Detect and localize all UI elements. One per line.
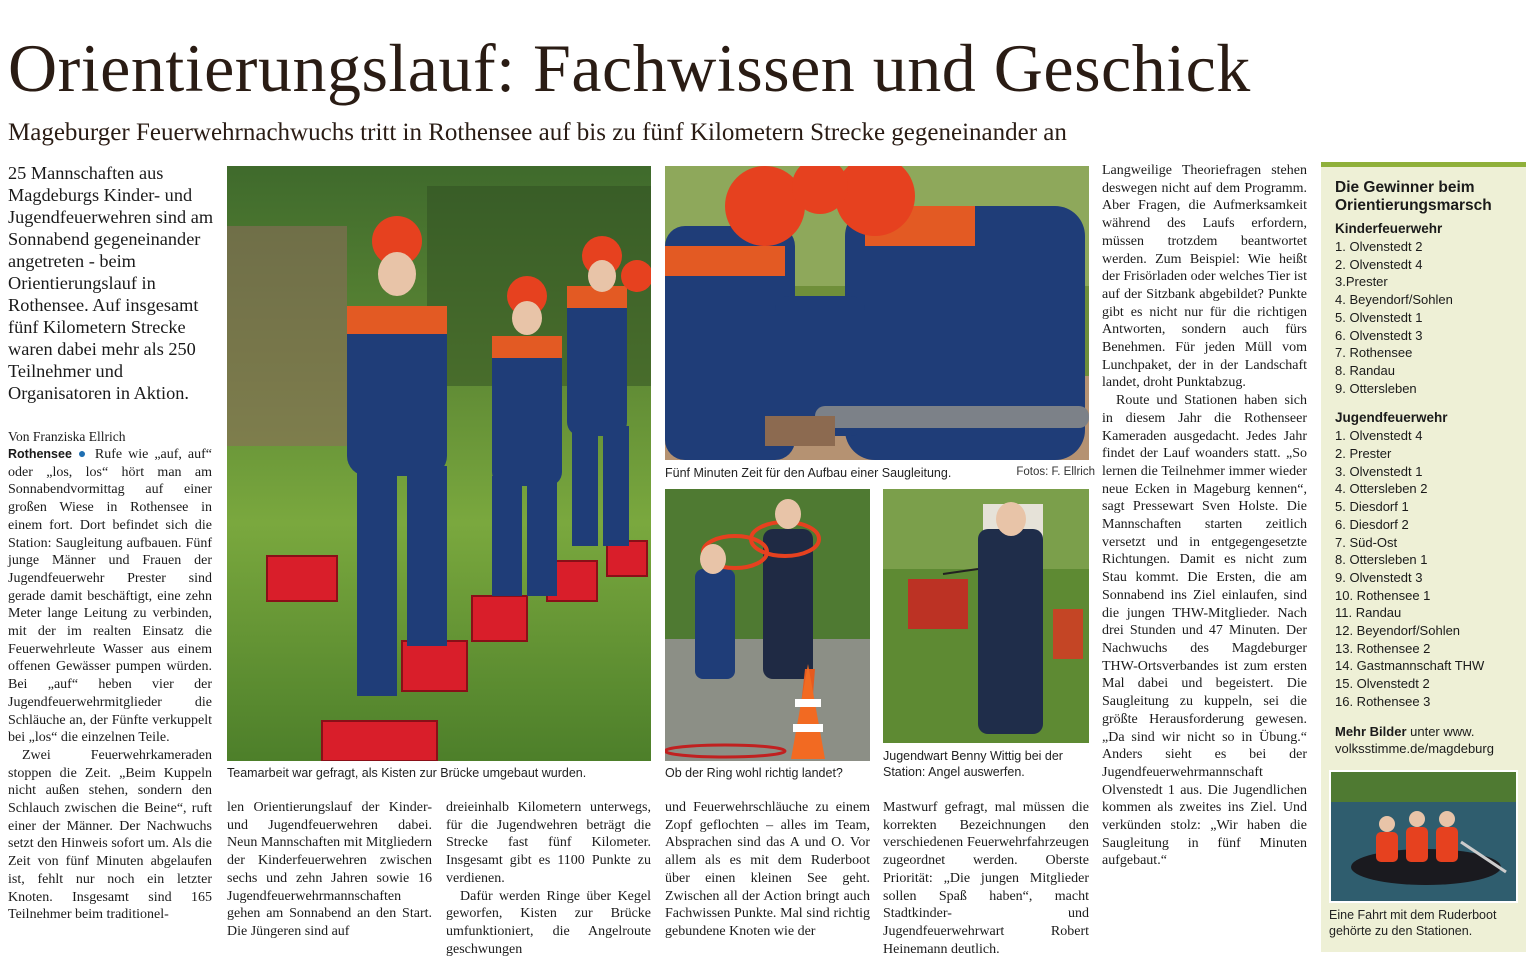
winner-list-item: 15. Olvenstedt 2 — [1335, 676, 1430, 692]
dateline-dot-icon: ● — [77, 447, 89, 462]
winner-list-item: 6. Olvenstedt 3 — [1335, 327, 1423, 343]
winner-list-item: 3. Olvenstedt 1 — [1335, 463, 1423, 479]
caption-main-photo: Teamarbeit war gefragt, als Kisten zur Brücke umgebaut wurden. — [227, 766, 587, 780]
photo-saugleitung — [665, 166, 1089, 460]
winner-list-item: 9. Olvenstedt 3 — [1335, 569, 1423, 585]
more-photos-note: Mehr Bilder unter www. volksstimme.de/magdeburg — [1335, 723, 1494, 756]
column-6 — [1102, 162, 1307, 870]
winner-list-item: 3.Prester — [1335, 274, 1388, 290]
jugend-heading: Jugendfeuerwehr — [1335, 410, 1448, 426]
body-paragraph: Zwei Feuerwehrkameraden stoppen die Zeit. „Beim Kuppeln nicht außen stehen, sondern den Schlauch zwischen die Beine“, ruft einer der Männer. Der Nachwuchs setzt den Hinweis sofort um. Als die Zeit von fünf Minuten abgelaufen ist, fehlt nur noch ein letzter Knoten. Insgesamt sind 165 Teilnehmer beim traditionel- — [8, 747, 212, 923]
headline: Orientierungslauf: Fachwissen und Geschick — [8, 30, 1251, 106]
winners-lists — [1335, 220, 1520, 757]
caption-ring: Ob der Ring wohl richtig landet? — [665, 766, 843, 780]
kinder-list — [1335, 238, 1520, 397]
winner-list-item: 12. Beyendorf/Sohlen — [1335, 623, 1461, 639]
winner-list-item: 14. Gastmannschaft THW — [1335, 658, 1485, 674]
column-3 — [446, 799, 651, 958]
dateline: Rothensee — [8, 447, 72, 461]
winner-list-item: 5. Olvenstedt 1 — [1335, 309, 1423, 325]
photo-ruderboot — [1329, 770, 1518, 903]
photo-ring — [665, 489, 870, 761]
winner-list-item: 9. Ottersleben — [1335, 380, 1417, 396]
more-photos-label: Mehr Bilder — [1335, 723, 1407, 739]
body-paragraph: Dafür werden Ringe über Kegel geworfen, Kisten zur Brücke umfunktioniert, die Angelroute geschwungen — [446, 888, 651, 957]
byline: Von Franziska Ellrich — [8, 429, 126, 444]
winner-list-item: 11. Randau — [1335, 605, 1402, 621]
column-4 — [665, 799, 870, 941]
winner-list-item: 16. Rothensee 3 — [1335, 693, 1431, 709]
winner-list-item: 4. Beyendorf/Sohlen — [1335, 292, 1453, 308]
column-1 — [8, 428, 212, 924]
winner-list-item: 4. Ottersleben 2 — [1335, 481, 1428, 497]
winner-list-item: 5. Diesdorf 1 — [1335, 499, 1409, 515]
body-paragraph: und Feuerwehrschläuche zu einem Zopf geflochten – alles im Team, Absprachen sind das A und O. Vor allem als es mit dem Ruderboot über einen kleinen See geht. Zwischen all der Action bringt auch Fachwissen Punkte. Mal sind richtig gebundene Knoten wie der — [665, 800, 870, 939]
winner-list-item: 10. Rothensee 1 — [1335, 587, 1431, 603]
body-paragraph: Rothensee ● Rufe wie „auf, auf“ oder „los, los“ hört man am Sonnabendvormittag auf einer großen Wiese in Rothensee in einem fort. Dort befindet sich die Station: Saugleitung aufbauen. Fünf junge Männer und Frauen der Jugendfeuerwehr Prester sind gerade damit beschäftigt, eine zehn Meter lange Leitung zu verbinden, mit der im realten Einsatz die Feuerwehrleute Wasser aus einem offenen Gewässer pumpen würden. Bei „auf“ heben vier der Jugendfeuerwehrmitglieder die Schläuche an, der Fünfte verkuppelt bei „los“ die einzelnen Teile. — [8, 447, 213, 746]
more-photos-link[interactable]: volksstimme.de/magdeburg — [1335, 740, 1494, 756]
caption-ruderboot: Eine Fahrt mit dem Ruderboot gehörte zu den Stationen. — [1329, 908, 1497, 938]
winners-box — [1321, 162, 1526, 952]
winner-list-item: 13. Rothensee 2 — [1335, 640, 1431, 656]
column-2 — [227, 799, 432, 941]
caption-saugleitung: Fünf Minuten Zeit für den Aufbau einer Saugleitung. — [665, 466, 952, 480]
body-paragraph: Mastwurf gefragt, mal müssen die korrekten Bezeichnungen den verschiedenen Feuerwehrfahrzeugen zugeordnet werden. Oberste Priorität: „Die jungen Mitglieder sollen Spaß haben“, macht Stadtkinder- und Jugendfeuerwehrwart Robert Heinemann deutlich. — [883, 800, 1089, 957]
winner-list-item: 7. Süd-Ost — [1335, 534, 1398, 550]
caption-angel: Jugendwart Benny Wittig bei der Station: Angel auswerfen. — [883, 749, 1063, 779]
photo-team-crates — [227, 166, 651, 761]
winner-list-item: 8. Ottersleben 1 — [1335, 552, 1428, 568]
body-paragraph: Route und Stationen haben sich in diesem Jahr die Rothenseer Kameraden ausgedacht. Jedes Jahr findet der Lauf woanders statt. „So lernen die Teilnehmer immer wieder neue Ecken in Mageburg kennen“, sagt Pressewart Sven Holste. Die Mannschaften starten zeitlich versetzt und in entgegengesetzte Richtungen. Damit es nicht zum Stau kommt. Die Ersten, die am Sonnabend ins Ziel einlaufen, sind die jungen THW-Mitglieder. Nach drei Stunden und 47 Minuten. Der Nachwuchs des Magdeburger THW-Ortsverbandes ist zum ersten Mal dabei und begeistert. Die Saugleitung zu kuppeln, sei die größte Herausforderung gewesen. „Da sind wir nicht so in Übung.“ Anders sieht es bei der Jugendfeuerwehrmannschaft Olvenstedt 1 aus. Die Jugendlichen kommen als zweites ins Ziel. Und verkünden stolz: „Wir haben die Saugleitung in fünf Minuten aufgebaut.“ — [1102, 393, 1307, 869]
winner-list-item: 2. Olvenstedt 4 — [1335, 256, 1423, 272]
photo-angel — [883, 489, 1089, 743]
body-paragraph: Langweilige Theoriefragen stehen deswegen nicht auf dem Programm. Aber Fragen, die Aufmerksamkeit während des Laufs erfordern, müssen trotzdem beantwortet werden. Zum Beispiel: Wie heißt der Frisörladen oder welches Tier ist auf der Sitzbank abgebildet? Punkte gibt es nicht nur für die richtigen Antworten, sondern auch fürs Benehmen. Für jeden Müll vom Lunchpaket, der in der Landschaft landet, droht Punktabzug. — [1102, 163, 1307, 391]
photo-credit: Fotos: F. Ellrich — [1016, 466, 1095, 478]
body-paragraph: dreieinhalb Kilometern unterwegs, für die Jugendwehren beträgt die Strecke fast fünf Kilometer. Insgesamt gibt es 1100 Punkte zu verdienen. — [446, 800, 651, 886]
kinder-heading: Kinderfeuerwehr — [1335, 221, 1443, 236]
column-5 — [883, 799, 1089, 958]
jugend-list — [1335, 427, 1520, 710]
body-paragraph: len Orientierungslauf der Kinder- und Jugendfeuerwehren dabei. Neun Mannschaften mit Mitgliedern der Kinderfeuerwehren zwischen sechs und zehn Jahren sowie 16 Jugendfeuerwehrmannschaften gehen am Sonnabend an den Start. Die Jüngeren sind auf — [227, 800, 432, 939]
winner-list-item: 6. Diesdorf 2 — [1335, 516, 1409, 532]
winner-list-item: 1. Olvenstedt 2 — [1335, 239, 1423, 254]
winners-title: Die Gewinner beim Orientierungsmarsch — [1335, 179, 1492, 214]
lead-paragraph: 25 Mannschaften aus Magdeburgs Kinder- und Jugendfeuerwehren sind am Sonnabend gegeneinander angetreten - beim Orientierungslauf in Rothensee. Auf insgesamt fünf Kilometern Strecke waren dabei mehr als 250 Teilnehmer und Organisatoren in Aktion. — [8, 163, 214, 403]
winner-list-item: 1. Olvenstedt 4 — [1335, 428, 1423, 444]
winner-list-item: 8. Randau — [1335, 362, 1395, 378]
winner-list-item: 2. Prester — [1335, 446, 1392, 462]
winner-list-item: 7. Rothensee — [1335, 345, 1413, 361]
subheadline: Mageburger Feuerwehrnachwuchs tritt in Rothensee auf bis zu fünf Kilometern Strecke gegeneinander an — [8, 119, 1067, 146]
